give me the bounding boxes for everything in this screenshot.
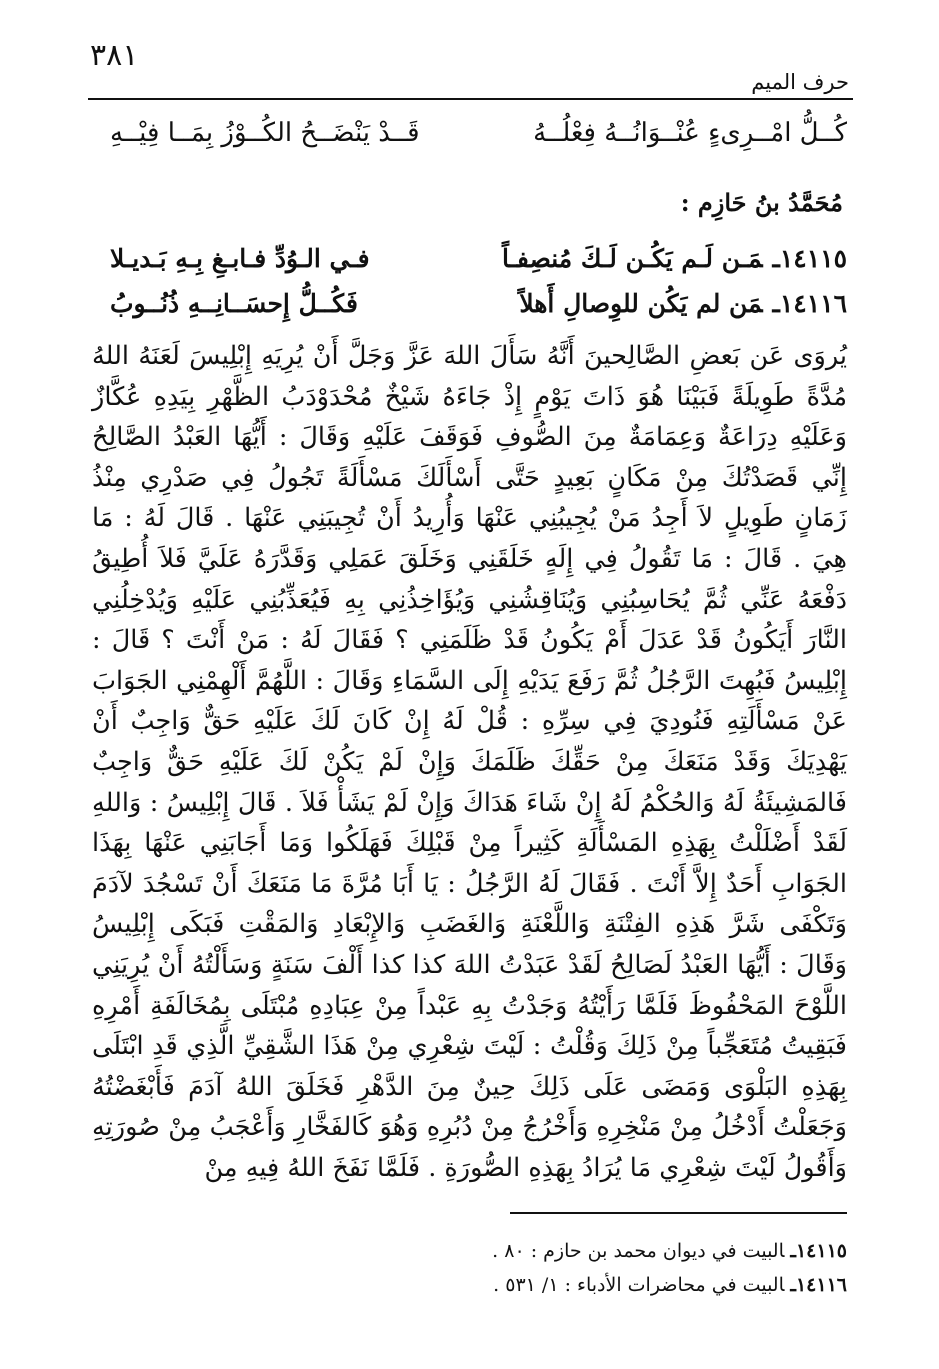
- footnote-number: ١٤١١٥ـ: [790, 1240, 847, 1262]
- poet-name: مُحَمَّدُ بنُ حَازِم :: [680, 188, 843, 217]
- verse-right-part: [502, 244, 847, 273]
- footnote-number: ١٤١١٦ـ: [790, 1274, 847, 1296]
- verse-number: ١٤١١٦ـ: [772, 289, 847, 318]
- header-divider: [88, 98, 853, 100]
- verse-number: ١٤١١٥ـ: [772, 244, 847, 273]
- verse-left-hemistich: فـي الـوُدِّ فـابـغِ بِـهِ بَـديـلا: [110, 244, 370, 273]
- verse-14116: [110, 289, 847, 318]
- prose-paragraph: يُروَى عَن بَعضِ الصَّالِحينَ أَنَّهُ سَأَلَ اللهَ عَزَّ وَجَلَّ أَنْ يُرِيَهِ إِبْلِيسَ لَعَنَهُ اللهُ مُدَّةً طَوِيلَةً فَبَيْنَا هُوَ ذَاتَ يَوْمٍ إِذْ جَاءَهُ شَيْخٌ مُحْدَوْدَبُ الظَّهْرِ بِيَدِهِ عُكَّازٌ وَعَلَيْهِ دِرَاعَةٌ وَعِمَامَةٌ مِنَ الصُّوفِ فَوَقَفَ عَلَيْهِ وَقَالَ : أَيُّهَا العَبْدُ الصَّالِحُ إِنِّي قَصَدْتُكَ مِنْ مَكَانٍ بَعِيدٍ حَتَّى أَسْأَلَكَ مَسْأَلَةً تَجُولُ فِي صَدْرِي مِنْذُ زَمَانٍ طَوِيلٍ لاَ أَجِدُ مَنْ يُجِيبُنِي عَنْهَا وَأُرِيدُ أَنْ تُجِيبَنِي عَنْهَا . قَالَ لَهُ : مَا هِيَ . قَالَ : مَا تَقُولُ فِي إِلَهٍ خَلَقَنِي وَخَلَقَ عَمَلِي وَقَدَّرَهُ عَلَيَّ فَلاَ أُطِيقُ دَفْعَهُ عَنِّي ثُمَّ يُحَاسِبُنِي وَيُنَاقِشُنِي وَيُؤَاخِذُنِي بِهِ فَيُعَذِّبُنِي عَلَيْهِ وَيُدْخِلُنِي النَّارَ أَيَكُونُ قَدْ عَدَلَ أَمْ يَكُونُ قَدْ ظَلَمَنِي ؟ فَقَالَ لَهُ : مَنْ أَنْتَ ؟ قَالَ : إِبْلِيسُ فَبُهِتَ الرَّجُلُ ثُمَّ رَفَعَ يَدَيْهِ إِلَى السَّمَاءِ وَقَالَ : اللَّهُمَّ أَلْهِمْنِي الجَوَابَ عَنْ مَسْأَلَتِهِ فَنُودِيَ فِي سِرِّهِ : قُلْ لَهُ إِنْ كَانَ لَكَ عَلَيْهِ حَقٌّ وَاجِبٌ أَنْ يَهْدِيَكَ وَقَدْ مَنَعَكَ مِنْ حَقِّكَ ظَلَمَكَ وَإِنْ لَمْ يَكُنْ لَكَ عَلَيْهِ حَقٌّ وَاجِبٌ فَالمَشِيئَةُ لَهُ وَالحُكْمُ لَهُ إِنْ شَاءَ هَدَاكَ وَإِنْ لَمْ يَشَأْ فَلاَ . قَالَ إِبْلِيسُ : وَاللهِ لَقَدْ أَضْلَلْتُ بِهَذِهِ المَسْأَلَةِ كَثِيراً مِنْ قَبْلِكَ فَهَلَكُوا وَمَا أَجَابَنِي عَنْهَا بِهَذَا الجَوَابِ أَحَدٌ إِلاَّ أَنْتَ . فَقَالَ لَهُ الرَّجُلُ : يَا أَبَا مُرَّةَ مَا مَنَعَكَ أَنْ تَسْجُدَ لآدَمَ وَتَكْفَى شَرَّ هَذِهِ الفِتْنَةِ وَاللَّعْنَةِ وَالغَضَبِ وَالإِبْعَادِ وَالمَقْتِ فَبَكَى إِبْلِيسُ وَقَالَ : أَيُّهَا العَبْدُ لَصَالِحُ لَقَدْ عَبَدْتُ اللهَ كذا كذا أَلْفَ سَنَةٍ وَسَأَلْتُهُ أَنْ يُرِيَنِي اللَّوْحَ المَحْفُوظَ فَلَمَّا رَأَيْتُهُ وَجَدْتُ بِهِ عَبْداً مِنْ عِبَادِهِ مُبْتَلَى بِمُخَالَفَةِ أَمْرِهِ فَبَقِيتُ مُتَعَجِّباً مِنْ ذَلِكَ وَقُلْتُ : لَيْتَ شِعْرِي مِنْ هَذَا الشَّقِيِّ الَّذِي قَدِ ابْتَلَى بِهَذِهِ البَلْوَى وَمَضَى عَلَى ذَلِكَ حِينٌ مِنَ الدَّهْرِ فَخَلَقَ اللهُ آدَمَ فَأَبْغَضْتُهُ وَجَعَلْتُ أَدْخُلُ مِنْ مَنْخِرِهِ وَأَخْرُجُ مِنْ دُبُرِهِ وَهُوَ كَالفَخَّارِ وَأَعْجَبُ مِنْ صُورَتِهِ وَأَقُولُ لَيْتَ شِعْرِي مَا يُرَادُ بِهَذِهِ الصُّورَةِ . فَلَمَّا نَفَخَ اللهُ فِيهِ مِنْ: [92, 341, 847, 1183]
- opening-verse: [110, 118, 847, 148]
- page-number: ٣٨١: [90, 38, 139, 73]
- footnote-text: البيت في محاضرات الأدباء : ١/ ٥٣١ .: [493, 1274, 785, 1296]
- verse-left-hemistich: فَكُــلُّ إِحسَــانِــهِ ذُنُــوبُ: [110, 289, 358, 318]
- verse-right-hemistich: كُــلُّ امْــرِىءٍ عُنْــوَانُــهُ فِعْلُــهُ: [533, 118, 847, 148]
- verse-14115: [110, 244, 847, 273]
- verse-right-part: [519, 289, 847, 318]
- footnote-text: البيت في ديوان محمد بن حازم : ٨٠ .: [492, 1240, 785, 1262]
- footnote-divider: [510, 1212, 847, 1214]
- verse-right-hemistich: مَـن لَـم يَكُـن لَـكَ مُنصِفـاً: [501, 244, 763, 273]
- prose-body: [92, 336, 847, 1188]
- verse-right-hemistich: مَن لم يَكُن للوِصالِ أَهلاً: [519, 289, 763, 318]
- footnote-14115: [492, 1240, 847, 1262]
- verse-left-hemistich: قَــدْ يَنْضَــحُ الكُــوْزُ بِمَــا فِيْــهِ: [110, 118, 420, 148]
- footnote-14116: [493, 1274, 847, 1296]
- running-head: حرف الميم: [751, 70, 849, 94]
